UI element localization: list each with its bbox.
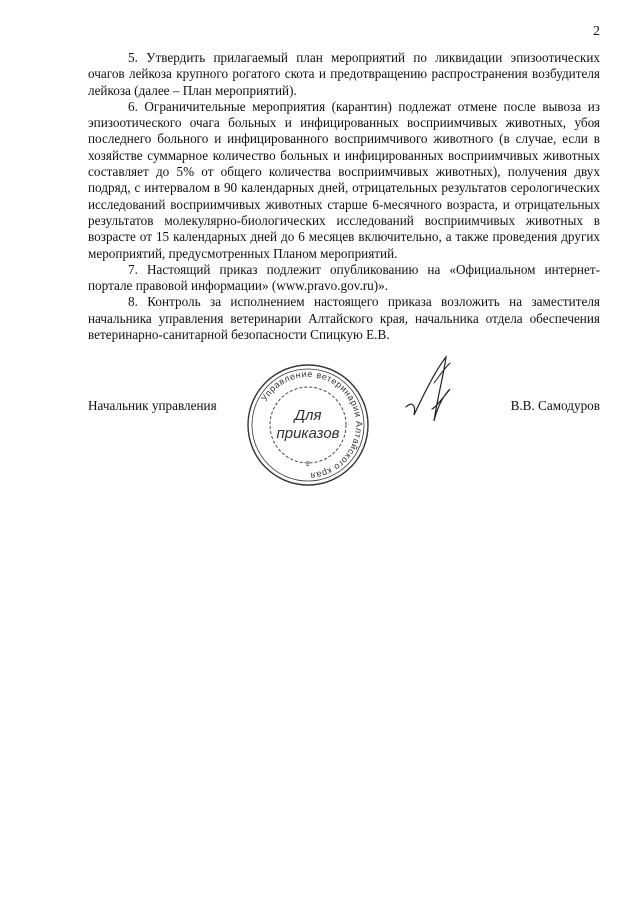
handwritten-signature — [398, 355, 468, 425]
stamp-ring-text: Управление ветеринарии Алтайского края — [259, 368, 365, 482]
signature-block — [88, 368, 600, 505]
signatory-position: Начальник управления — [88, 398, 217, 413]
paragraph-8: 8. Контроль за исполнением настоящего приказа возложить на заместителя начальника управления ветеринарии Алтайского края, начальника отдела обеспечения ветеринарно-санитарной безопасности Спицкую Е.В. — [88, 294, 600, 343]
paragraph-6: 6. Ограничительные мероприятия (карантин) подлежат отмене после вывоза из эпизоотического очага больных и инфицированных восприимчивых животных, убоя последнего больного и инфицированного восприимчивого животного (в случае, если в хозяйстве суммарное количество больных и инфицированных восприимчивых животных составляет до 5% от общего количества восприимчивых животных), получения двух подряд, с интервалом в 90 календарных дней, отрицательных результатов серологических исследований восприимчивых животных старше 6-месячного возраста, и отрицательных результатов молекулярно-биологических исследований восприимчивых животных в возрасте от 15 календарных дней до 6 месяцев включительно, а также проведения других мероприятий, предусмотренных Планом мероприятий. — [88, 98, 600, 261]
signatory-name: В.В. Самодуров — [510, 398, 600, 413]
official-stamp — [243, 360, 373, 490]
stamp-center-line-1: Для — [294, 407, 322, 424]
paragraph-5: 5. Утвердить прилагаемый план мероприятий по ликвидации эпизоотических очагов лейкоза крупного рогатого скота и предотвращению распространения возбудителя лейкоза (далее – План мероприятий). — [88, 50, 600, 98]
stamp-bottom-mark: 2 — [306, 461, 310, 468]
stamp-center-line-2: приказов — [276, 425, 340, 442]
document-body — [88, 50, 600, 343]
page-number: 2 — [593, 24, 600, 39]
paragraph-7: 7. Настоящий приказ подлежит опубликованию на «Официальном интернет-портале правовой информации» (www.pravo.gov.ru)». — [88, 261, 600, 294]
